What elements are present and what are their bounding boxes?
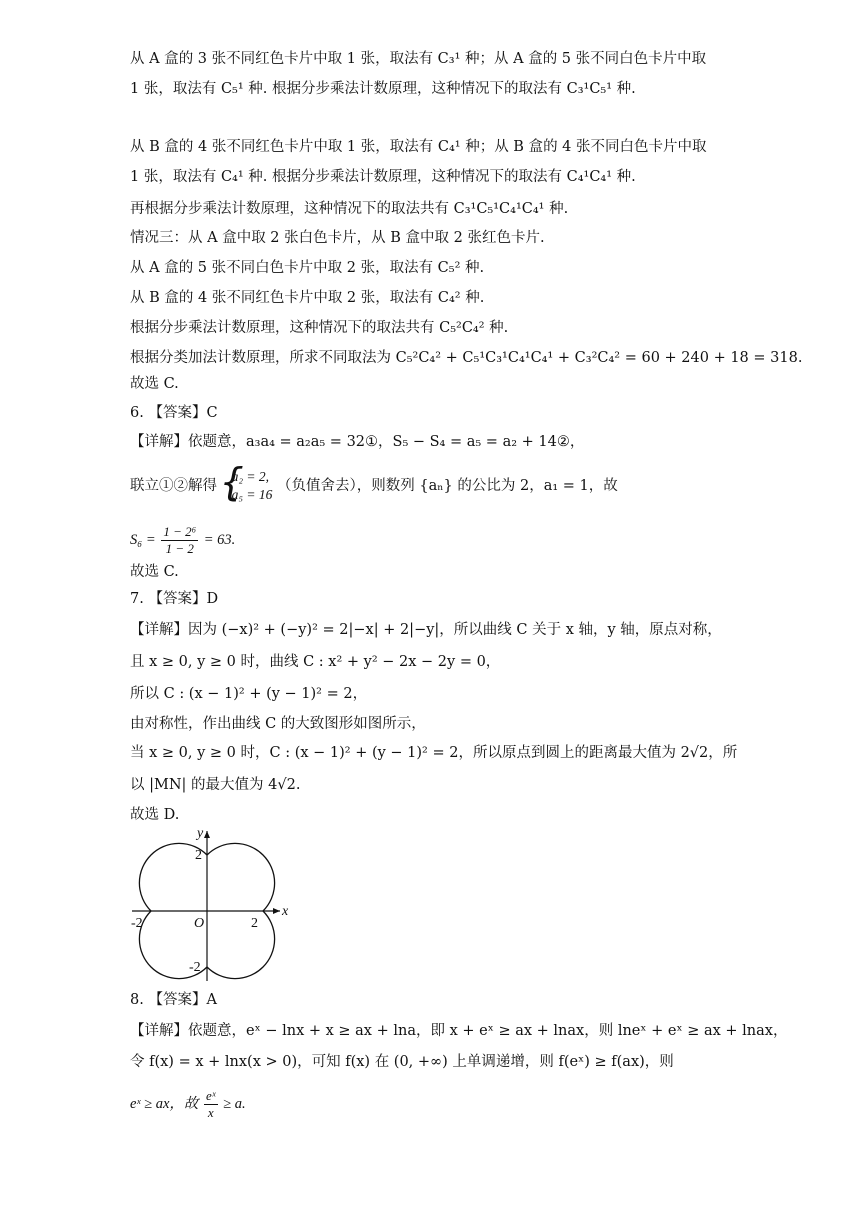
system-line-2: a₅ = 16 <box>231 487 273 502</box>
x-axis-label: x <box>282 904 289 919</box>
q6-s6-formula <box>130 524 235 557</box>
q6-choice: 故选 C. <box>130 564 179 580</box>
q6-solve-suffix: （负值舍去），则数列 {aₙ} 的公比为 2，a₁ = 1，故 <box>277 478 618 494</box>
text-line-9: 根据分步乘法计数原理，这种情况下的取法共有 C₅²C₄² 种. <box>130 320 509 336</box>
s6-denominator: 1 − 2 <box>165 541 194 556</box>
q6-detail-2 <box>130 468 618 504</box>
equation-system <box>222 468 273 504</box>
text-line-4: 1 张，取法有 C₄¹ 种. 根据分步乘法计数原理，这种情况下的取法有 C₄¹C₄¹ 种. <box>130 169 636 185</box>
q7-detail-2: 且 x ≥ 0, y ≥ 0 时，曲线 C : x² + y² − 2x − 2y = 0， <box>130 654 501 670</box>
q8-fraction <box>204 1088 217 1121</box>
q8-last-suffix: ≥ a. <box>223 1095 246 1112</box>
q6-solve-prefix: 联立①②解得 <box>130 478 217 494</box>
q7-detail-5: 当 x ≥ 0, y ≥ 0 时，C : (x − 1)² + (y − 1)² = 2，所以原点到圆上的距离最大值为 2√2，所 <box>130 745 738 761</box>
text-line-7: 从 A 盒的 5 张不同白色卡片中取 2 张，取法有 C₅² 种. <box>130 260 485 276</box>
x-axis-arrow-icon <box>273 908 280 914</box>
text-line-8: 从 B 盒的 4 张不同红色卡片中取 2 张，取法有 C₄² 种. <box>130 290 485 306</box>
text-line-2: 1 张，取法有 C₅¹ 种. 根据分步乘法计数原理，这种情况下的取法有 C₃¹C₅¹ 种. <box>130 81 636 97</box>
q8-detail-3 <box>130 1088 246 1121</box>
q7-detail-4: 由对称性，作出曲线 C 的大致图形如图所示， <box>130 716 426 732</box>
q8-answer: 8. 【答案】A <box>130 992 217 1008</box>
tick-x-2: 2 <box>251 916 258 931</box>
q6-answer: 6. 【答案】C <box>130 405 218 421</box>
system-line-1: { a₂ = 2, <box>231 469 270 484</box>
text-line-11: 故选 C. <box>130 376 179 392</box>
s6-fraction <box>161 524 198 557</box>
q8-last-prefix: eˣ ≥ ax，故 <box>130 1095 199 1112</box>
text-line-1: 从 A 盒的 3 张不同红色卡片中取 1 张，取法有 C₃¹ 种；从 A 盒的 5 张不同白色卡片中取 <box>130 51 707 67</box>
q8-numerator: eˣ <box>206 1088 216 1103</box>
q7-detail-3: 所以 C : (x − 1)² + (y − 1)² = 2， <box>130 686 368 702</box>
q8-detail-2: 令 f(x) = x + lnx(x > 0)，可知 f(x) 在 (0, +∞) 上单调递增，则 f(eˣ) ≥ f(ax)，则 <box>130 1054 674 1070</box>
q7-detail-6: 以 |MN| 的最大值为 4√2. <box>130 777 301 793</box>
lobe-quadrant-4 <box>207 911 275 979</box>
q8-detail-1: 【详解】依题意，eˣ − lnx + x ≥ ax + lna，即 x + eˣ ≥ ax + lnax，则 lneˣ + eˣ ≥ ax + lnax， <box>130 1023 788 1039</box>
q7-detail-1: 【详解】因为 (−x)² + (−y)² = 2|−x| + 2|−y|，所以曲线 C 关于 x 轴，y 轴，原点对称， <box>130 622 722 638</box>
s6-lhs: S₆ = <box>130 531 156 548</box>
q6-detail-1: 【详解】依题意，a₃a₄ = a₂a₅ = 32①，S₅ − S₄ = a₅ = a₂ + 14②， <box>130 434 585 450</box>
q7-answer: 7. 【答案】D <box>130 591 219 607</box>
y-axis-label: y <box>197 826 204 841</box>
tick-x-neg-2: -2 <box>131 916 143 931</box>
tick-y-neg-2: -2 <box>189 960 201 975</box>
tick-y-2: 2 <box>195 848 202 863</box>
curve-figure <box>130 823 292 983</box>
s6-numerator: 1 − 2⁶ <box>163 524 197 539</box>
text-line-10: 根据分类加法计数原理，所求不同取法为 C₅²C₄² + C₅¹C₃¹C₄¹C₄¹ + C₃²C₄² = 60 + 240 + 18 = 318. <box>130 350 803 366</box>
text-line-3: 从 B 盒的 4 张不同红色卡片中取 1 张，取法有 C₄¹ 种；从 B 盒的 4 张不同白色卡片中取 <box>130 139 707 155</box>
y-axis-arrow-icon <box>204 831 210 838</box>
origin-label: O <box>194 916 205 931</box>
text-line-6: 情况三：从 A 盒中取 2 张白色卡片，从 B 盒中取 2 张红色卡片. <box>130 230 545 246</box>
lobe-quadrant-1 <box>207 843 275 911</box>
s6-rhs: = 63. <box>203 531 236 548</box>
q7-choice: 故选 D. <box>130 807 180 823</box>
q8-denominator: x <box>207 1105 214 1120</box>
text-line-5: 再根据分步乘法计数原理，这种情况下的取法共有 C₃¹C₅¹C₄¹C₄¹ 种. <box>130 201 569 217</box>
